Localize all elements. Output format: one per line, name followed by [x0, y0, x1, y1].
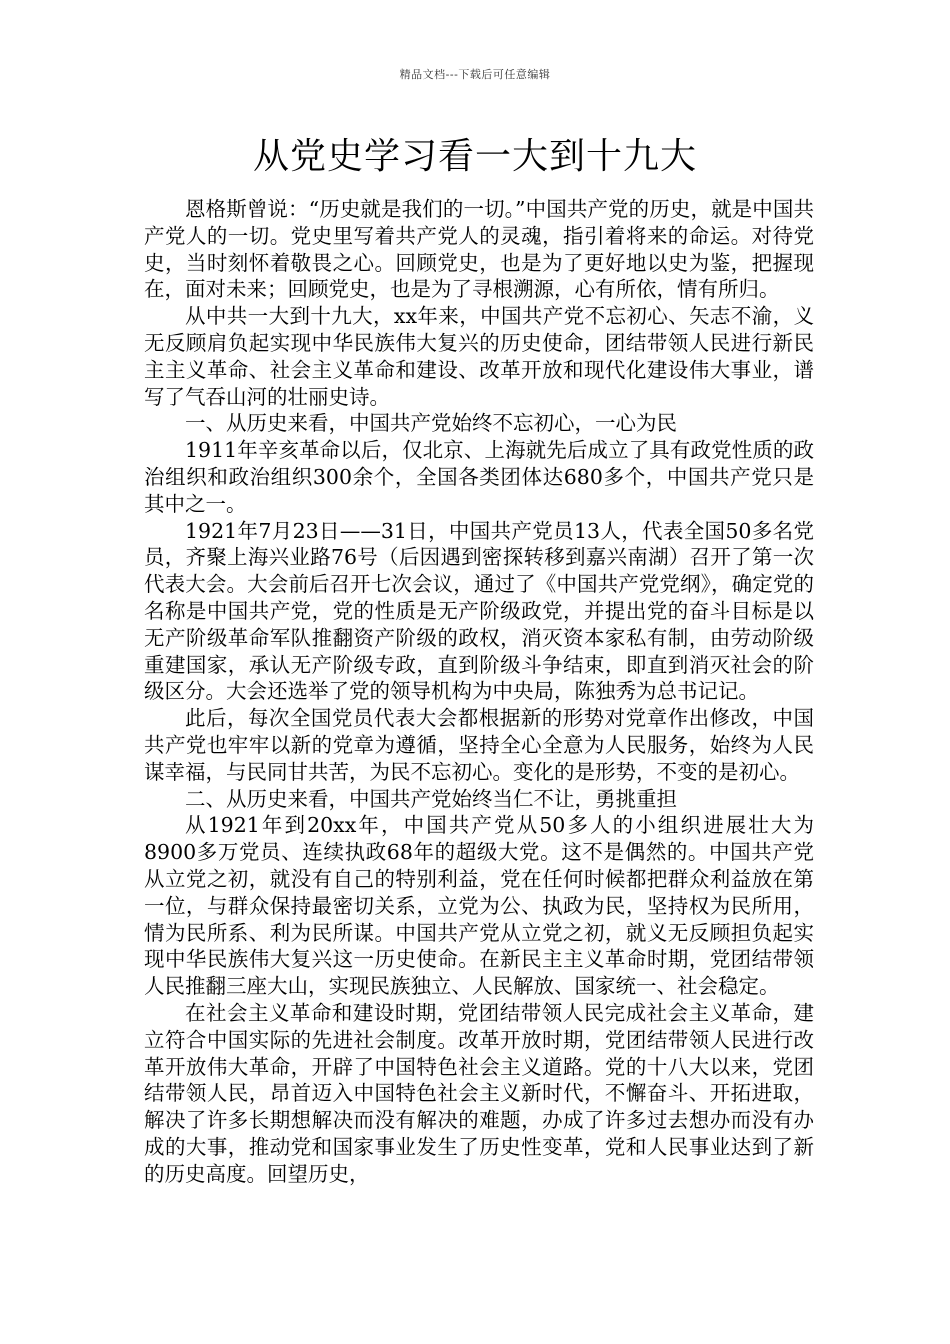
document-body — [144, 196, 814, 1187]
paragraph: 恩格斯曾说：“历史就是我们的一切。”中国共产党的历史，就是中国共产党人的一切。党史里写着共产党人的灵魂，指引着将来的命运。对待党史，当时刻怀着敬畏之心。回顾党史，也是为了更好地以史为鉴，把握现在，面对未来；回顾党史，也是为了寻根溯源，心有所依，情有所归。 — [144, 197, 814, 302]
document-title: 从党史学习看一大到十九大 — [252, 136, 697, 177]
section-heading: 二、从历史来看，中国共产党始终当仁不让，勇挑重担 — [185, 786, 677, 811]
paragraph: 此后，每次全国党员代表大会都根据新的形势对党章作出修改，中国共产党也牢牢以新的党章为遵循，坚持全心全意为人民服务，始终为人民谋幸福，与民同甘共苦，为民不忘初心。变化的是形势，不变的是初心。 — [144, 706, 814, 784]
paragraph: 1921年7月23日——31日，中国共产党员13人，代表全国50多名党员，齐聚上海兴业路76号（后因遇到密探转移到嘉兴南湖）召开了第一次代表大会。大会前后召开七次会议，通过了《中国共产党党纲》，确定党的名称是中国共产党，党的性质是无产阶级政党，并提出党的奋斗目标是以无产阶级革命军队推翻资产阶级的政权，消灭资本家私有制，由劳动阶级重建国家，承认无产阶级专政，直到阶级斗争结束，即直到消灭社会的阶级区分。大会还选举了党的领导机构为中央局，陈独秀为总书记记。 — [144, 518, 814, 704]
header-note: 精品文档---下载后可任意编辑 — [399, 68, 551, 81]
paragraph: 1911年辛亥革命以后，仅北京、上海就先后成立了具有政党性质的政治组织和政治组织300余个，全国各类团体达680多个，中国共产党只是其中之一。 — [144, 438, 814, 516]
paragraph: 从中共一大到十九大，xx年来，中国共产党不忘初心、矢志不渝，义无反顾肩负起实现中华民族伟大复兴的历史使命，团结带领人民进行新民主主义革命、社会主义革命和建设、改革开放和现代化建设伟大事业，谱写了气吞山河的壮丽史诗。 — [144, 304, 814, 409]
section-heading: 一、从历史来看，中国共产党始终不忘初心，一心为民 — [185, 411, 677, 436]
paragraph: 从1921年到20xx年，中国共产党从50多人的小组织进展壮大为8900多万党员、连续执政68年的超级大党。这不是偶然的。中国共产党从立党之初，就没有自己的特别利益，党在任何时候都把群众利益放在第一位，与群众保持最密切关系，立党为公、执政为民，坚持权为民所用，情为民所系、利为民所谋。中国共产党从立党之初，就义无反顾担负起实现中华民族伟大复兴这一历史使命。在新民主主义革命时期，党团结带领人民推翻三座大山，实现民族独立、人民解放、国家统一、社会稳定。 — [144, 813, 814, 999]
paragraph: 在社会主义革命和建设时期，党团结带领人民完成社会主义革命，建立符合中国实际的先进社会制度。改革开放时期，党团结带领人民进行改革开放伟大革命，开辟了中国特色社会主义道路。党的十八大以来，党团结带领人民，昂首迈入中国特色社会主义新时代，不懈奋斗、开拓进取，解决了许多长期想解决而没有解决的难题，办成了许多过去想办而没有办成的大事，推动党和国家事业发生了历史性变革，党和人民事业达到了新的历史高度。回望历史， — [144, 1000, 814, 1186]
